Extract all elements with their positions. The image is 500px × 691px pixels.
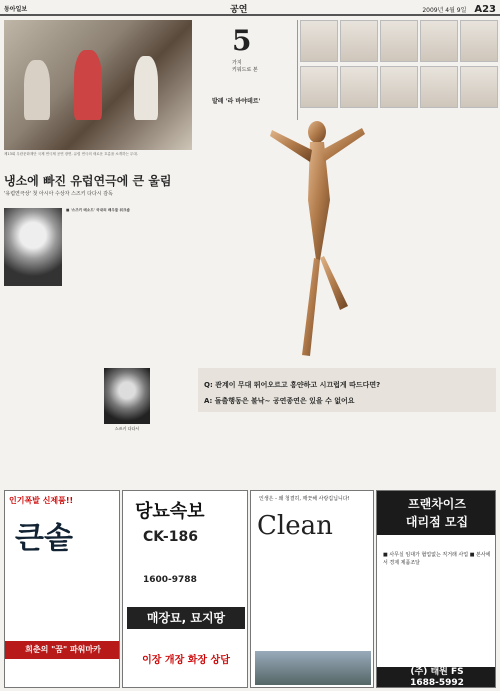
dancer-photo: [380, 66, 418, 108]
ad2-big: 매장묘, 묘지땅: [127, 607, 245, 629]
ad3-sub: 인생은 - 왜 청결히, 깨끗해 사랑깁닙니다!: [259, 496, 350, 502]
ad3-brand: Clean: [257, 511, 333, 541]
author-photo: [104, 368, 150, 424]
ad4-head-1: 프랜차이즈: [408, 497, 466, 511]
ad4-body: ■ 사무실 임대가 협업없는 직거래 사업 ■ 본사에서 경제 제품조달: [383, 552, 491, 566]
ad2-logo: 당뇨속보: [135, 501, 205, 522]
ad-franchise[interactable]: [376, 490, 496, 688]
ad1-brand: 큰솥: [15, 521, 73, 556]
dancer-sculpture-image: [262, 110, 372, 360]
page-number: A23: [474, 4, 496, 15]
dancer-photo: [380, 20, 418, 62]
feature-label-2: 키워드로 본: [232, 67, 258, 73]
dancer-photo: [340, 66, 378, 108]
dancer-photo: [420, 20, 458, 62]
ad4-head: [377, 491, 496, 535]
qa-answer: A: 돌출행동은 불낙~ 공연종연은 있을 수 없어요: [204, 397, 355, 405]
ad-diabetes[interactable]: [122, 490, 248, 688]
ad-keunsot[interactable]: [4, 490, 120, 688]
box-title: ■ '스즈키 메소드' 국내외 배우들 워크숍: [66, 208, 130, 212]
dancer-photo: [300, 66, 338, 108]
ad1-top: 인기폭발 신제품!!: [9, 496, 74, 505]
stage-photo: [4, 20, 192, 150]
date-page: [422, 4, 496, 15]
qa-article-text: [198, 416, 496, 486]
figure-1: [24, 60, 50, 120]
ad2-phone: 1600-9788: [143, 575, 197, 585]
ad2-code: CK-186: [143, 529, 198, 545]
portrait-photo: [4, 208, 62, 286]
article-text-mid: [198, 122, 258, 268]
headline: 냉소에 빠진 유럽연극에 큰 울림: [4, 174, 172, 188]
feature-title: 발레 '라 바야데르': [212, 98, 261, 105]
author-caption: 스즈키 다다시: [114, 426, 140, 431]
ad2-red: 이장 개장 화장 상담: [142, 655, 230, 666]
feature-label: [232, 60, 258, 74]
feature-label-1: 가지: [232, 60, 242, 66]
ad3-photo: [255, 651, 371, 685]
article-text-right: [372, 112, 496, 364]
ad4-foot-2: 1688-5992: [410, 678, 464, 688]
dancer-photo: [460, 20, 498, 62]
dancer-photo-grid: [300, 20, 496, 110]
ad4-foot-1: (주) 태원 FS: [410, 667, 464, 677]
ad4-head-2: 대리점 모집: [405, 515, 469, 529]
dancer-photo: [460, 66, 498, 108]
dancer-photo: [340, 20, 378, 62]
qa-question: Q: 관계이 무대 뛰어오르고 흥얀하고 시끄럽게 따드다면?: [204, 381, 381, 389]
figure-3: [134, 56, 158, 120]
photo-caption: 제13회 우란문화재단 국제 연극제 공연 장면. 유럽 연극의 새로운 흐름을 소개하는 무대.: [4, 152, 138, 156]
article-text-bottom: [4, 430, 194, 486]
paper-name: 동아일보: [4, 6, 28, 13]
dancer-photo: [300, 20, 338, 62]
dancer-photo: [420, 66, 458, 108]
ad-clean[interactable]: [250, 490, 374, 688]
figure-2: [74, 50, 102, 120]
subheadline: '유럽연극상' 첫 아시아 수상자 스즈키 다다시 감독: [4, 191, 113, 197]
ad4-foot: [377, 667, 496, 688]
masthead: [0, 0, 500, 16]
feature-number: 5: [232, 24, 252, 57]
date: 2009년 4월 9일: [422, 7, 467, 14]
section-title: 공연: [230, 5, 248, 15]
ad1-band: 희춘의 "꿈" 파워마카: [5, 641, 120, 659]
